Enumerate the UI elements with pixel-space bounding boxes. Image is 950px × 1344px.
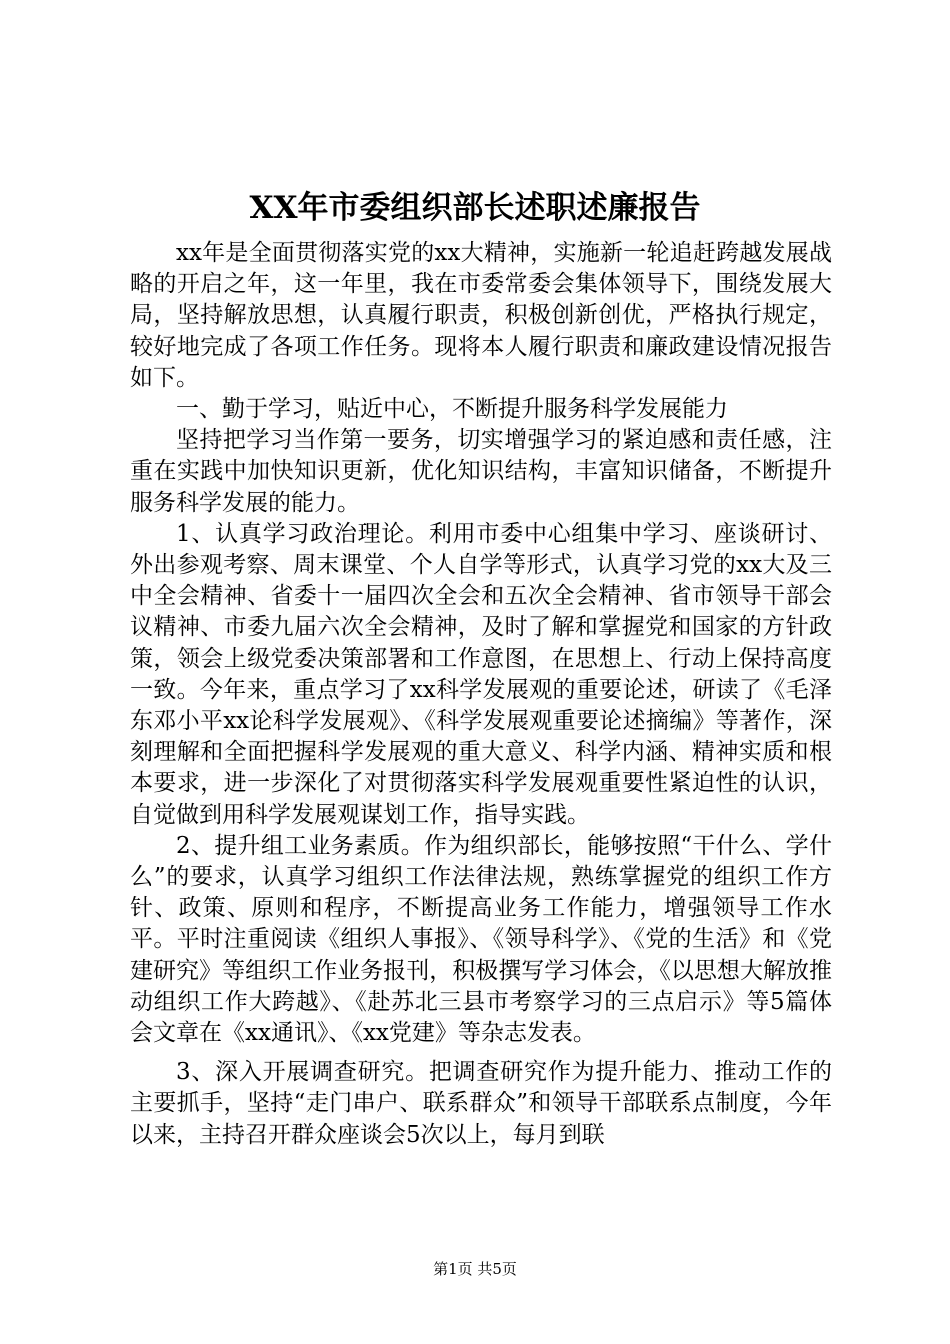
paragraph-section-heading: 一、勤于学习，贴近中心，不断提升服务科学发展能力 (176, 396, 728, 423)
paragraph-section-summary: 坚持把学习当作第一要务，切实增强学习的紧迫感和责任感，注重在实践中加快知识更新，优化知识结构，丰富知识储备，不断提升服务科学发展的能力。 (130, 427, 832, 516)
paragraph-intro: xx年是全面贯彻落实党的xx大精神，实施新一轮追赶跨越发展战略的开启之年，这一年里，我在市委常委会集体领导下，围绕发展大局，坚持解放思想，认真履行职责，积极创新创优，严格执行规定，较好地完成了各项工作任务。现将本人履行职责和廉政建设情况报告如下。 (130, 240, 832, 391)
paragraph-item-1: 1、认真学习政治理论。利用市委中心组集中学习、座谈研讨、外出参观考察、周末课堂、个人自学等形式，认真学习党的xx大及三中全会精神、省委十一届四次全会和五次全会精神、省市领导干部会议精神、市委九届六次全会精神，及时了解和掌握党和国家的方针政策，领会上级党委决策部署和工作意图，在思想上、行动上保持高度一致。今年来，重点学习了xx科学发展观的重要论述，研读了《毛泽东邓小平xx论科学发展观》、《科学发展观重要论述摘编》等著作，深刻理解和全面把握科学发展观的重大意义、科学内涵、精神实质和根本要求，进一步深化了对贯彻落实科学发展观重要性紧迫性的认识，自觉做到用科学发展观谋划工作，指导实践。 (130, 520, 832, 828)
paragraph-item-2: 2、提升组工业务素质。作为组织部长，能够按照“干什么、学什么”的要求，认真学习组织工作法律法规，熟练掌握党的组织工作方针、政策、原则和程序，不断提高业务工作能力，增强领导工作水平。平时注重阅读《组织人事报》、《领导科学》、《党的生活》和《党建研究》等组织工作业务报刊，积极撰写学习体会，《以思想大解放推动组织工作大跨越》、《赴苏北三县市考察学习的三点启示》等5篇体会文章在《xx通讯》、《xx党建》等杂志发表。 (130, 832, 832, 1047)
paragraph-item-3: 3、深入开展调查研究。把调查研究作为提升能力、推动工作的主要抓手，坚持“走门串户、联系群众”和领导干部联系点制度，今年以来，主持召开群众座谈会5次以上，每月到联 (130, 1059, 832, 1148)
document-body (130, 238, 832, 1151)
page-footer: 第1页 共5页 (433, 1260, 517, 1278)
document-title: XX年市委组织部长述职述廉报告 (249, 190, 701, 226)
